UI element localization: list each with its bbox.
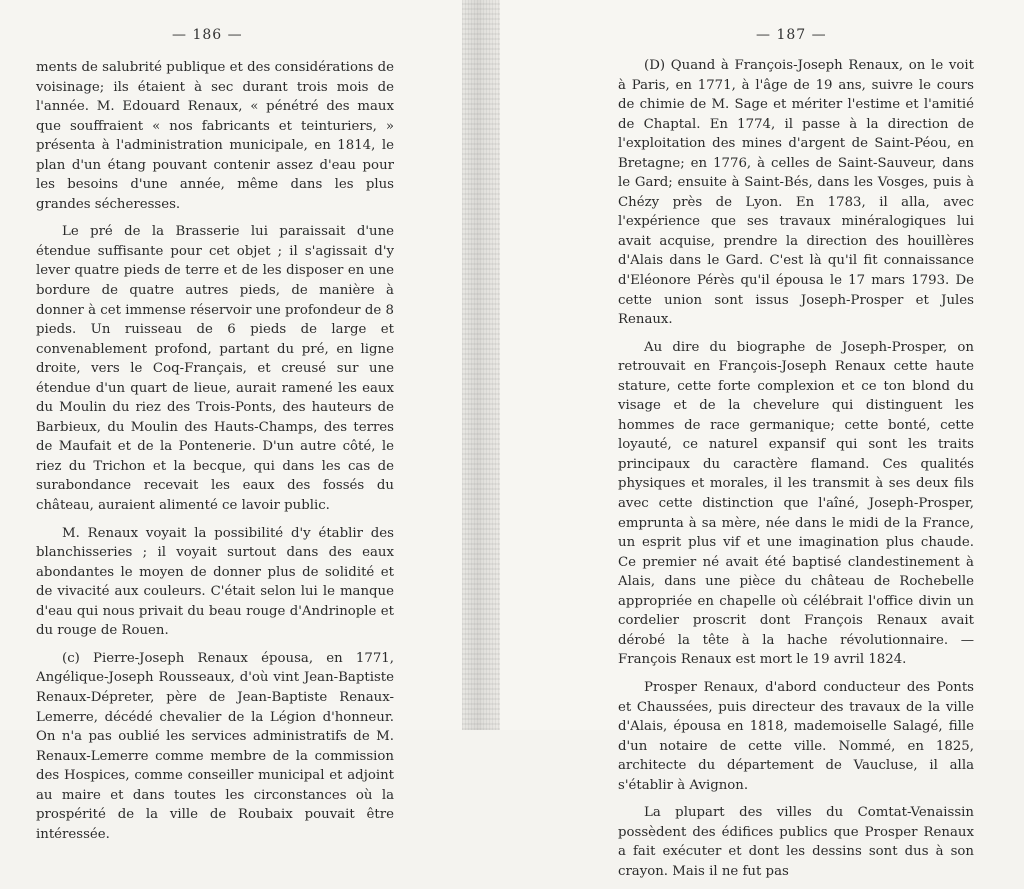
paragraph: (D) Quand à François-Joseph Renaux, on le voit à Paris, en 1771, à l'âge de 19 ans, suivre le cours de chimie de M. Sage et mériter l'estime et l'amitié de Chaptal. En 1774, il passe à la direction de l'exploitation des mines d'argent de Saint-Péou, en Bretagne; en 1776, à celles de Saint-Sauveur, dans le Gard; ensuite à Saint-Bés, dans les Vosges, puis à Chézy près de Lyon. En 1783, il alla, avec l'expérience que ses travaux minéralogiques lui avait acquise, prendre la direction des houillères d'Alais dans le Gard. C'est là qu'il fit connaissance d'Eléonore Pérès qu'il épousa le 17 mars 1793. De cette union sont issus Joseph-Prosper et Jules Renaux. [618,58,974,328]
right-page-text [618,56,974,889]
left-page-text [36,58,394,852]
page-number-right: — 187 — [756,27,827,43]
paragraph: ments de salubrité publique et des considérations de voisinage; ils étaient à sec durant trois mois de l'année. M. Edouard Renaux, « pénétré des maux que souffraient « nos fabricants et teinturiers, » présenta à l'administration municipale, en 1814, le plan d'un étang pouvant contenir assez d'eau pour les besoins d'une année, même dans les plus grandes sécheresses. [36,60,394,212]
book-gutter [462,0,500,730]
paragraph: (c) Pierre-Joseph Renaux épousa, en 1771, Angélique-Joseph Rousseaux, d'où vint Jean-Baptiste Renaux-Dépreter, père de Jean-Baptiste Renaux-Lemerre, décédé chevalier de la Légion d'honneur. On n'a pas oublié les services administratifs de M. Renaux-Lemerre comme membre de la commission des Hospices, comme conseiller municipal et adjoint au maire et dans toutes les circonstances où la prospérité de la ville de Roubaix pouvait être intéressée. [36,650,394,842]
paragraph: Au dire du biographe de Joseph-Prosper, on retrouvait en François-Joseph Renaux cette haute stature, cette forte complexion et ce ton blond du visage et de la chevelure qui distinguent les hommes de race germanique; cette bonté, cette loyauté, ce naturel expansif qui sont les traits principaux du caractère flamand. Ces qualités physiques et morales, il les transmit à ses deux fils avec cette distinction que l'aîné, Joseph-Prosper, emprunta à sa mère, née dans le midi de la France, un esprit plus vif et une imagination plus chaude. Ce premier né avait été baptisé clandestinement à Alais, dans une pièce du château de Rochebelle appropriée en chapelle où célébrait l'office divin un cordelier proscrit dont François Renaux avait dérobé la tête à la hache révolutionnaire. — François Renaux est mort le 19 avril 1824. [618,339,974,668]
left-page [0,0,462,842]
paragraph: Prosper Renaux, d'abord conducteur des Ponts et Chaussées, puis directeur des travaux de la ville d'Alais, épousa en 1818, mademoiselle Salagé, fille d'un notaire de cette ville. Nommé, en 1825, architecte du département de Vaucluse, il alla s'établir à Avignon. [618,679,974,793]
paragraph: La plupart des villes du Comtat-Venaissin possèdent des édifices publics que Prosper Renaux a fait exécuter et dont les dessins sont dus à son crayon. Mais il ne fut pas [618,805,974,879]
page-number-left: — 186 — [172,27,243,43]
right-page [500,0,1024,879]
paragraph: M. Renaux voyait la possibilité d'y établir des blanchisseries ; il voyait surtout dans des eaux abondantes le moyen de donner plus de solidité et de vivacité aux couleurs. C'était selon lui le manque d'eau qui nous privait du beau rouge d'Andrinople et du rouge de Rouen. [36,525,394,639]
paragraph: Le pré de la Brasserie lui paraissait d'une étendue suffisante pour cet objet ; il s'agissait d'y lever quatre pieds de terre et de les disposer en une bordure de quatre autres pieds, de manière à donner à cet immense réservoir une profondeur de 8 pieds. Un ruisseau de 6 pieds de large et convenablement profond, partant du pré, en ligne droite, vers le Coq-Français, et creusé sur une étendue d'un quart de lieue, aurait ramené les eaux du Moulin du riez des Trois-Ponts, des hauteurs de Barbieux, du Moulin des Hauts-Champs, des terres de Maufait et de la Pontenerie. D'un autre côté, le riez du Trichon et la becque, qui dans les cas de surabondance recevait les eaux des fossés du château, auraient alimenté ce lavoir public. [36,224,394,514]
